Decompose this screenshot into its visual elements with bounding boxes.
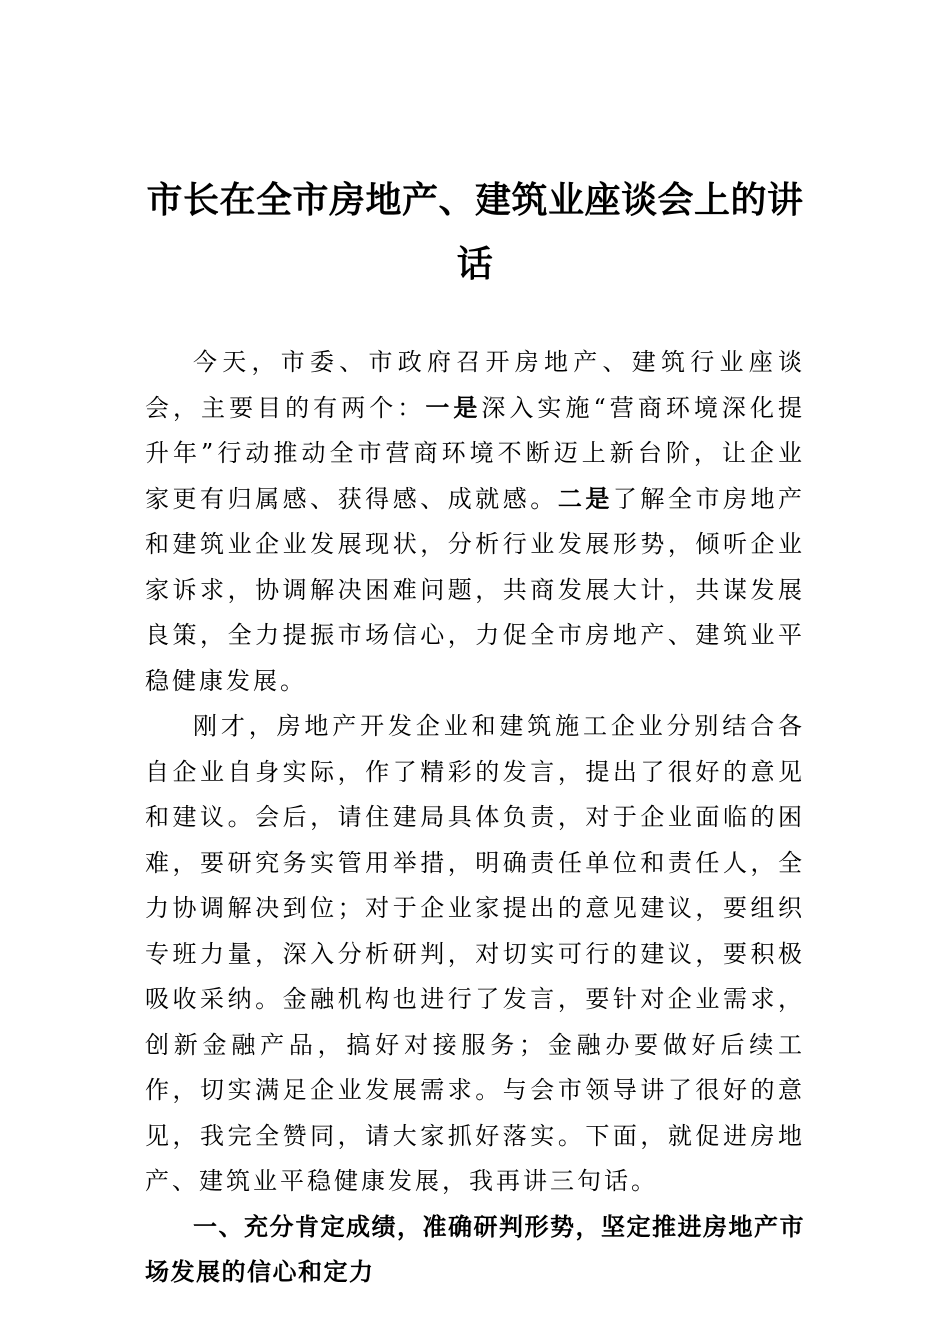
point-two-text: 了解全市房地产和建筑业企业发展现状，分析行业发展形势，倾听企业家诉求，协调解决困难问题，共商发展大计，共谋发展良策，全力提振市场信心，力促全市房地产、建筑业平稳健康发展。 (145, 484, 806, 695)
section-heading: 一、充分肯定成绩，准确研判形势，坚定推进房地产市场发展的信心和定力 (145, 1212, 805, 1286)
point-two-label: 二是 (557, 484, 613, 513)
document-body (145, 340, 805, 1296)
point-one-label: 一是 (425, 393, 482, 422)
paragraph-purpose (145, 340, 805, 704)
document-title: 市长在全市房地产、建筑业座谈会上的讲话 (146, 179, 804, 285)
point-one-text: 深入实施“营商环境深化提升年”行动推动全市营商环境不断迈上新台阶，让企业家更有归属感、获得感、成就感。 (145, 393, 805, 513)
purpose-intro: 今天，市委、市政府召开房地产、建筑行业座谈会，主要目的有两个： (145, 348, 805, 422)
paragraph-meeting-summary: 刚才，房地产开发企业和建筑施工企业分别结合各自企业自身实际，作了精彩的发言，提出了很好的意见和建议。会后，请住建局具体负责，对于企业面临的困难，要研究务实管用举措，明确责任单位和责任人，全力协调解决到位；对于企业家提出的意见建议，要组织专班力量，深入分析研判，对切实可行的建议，要积极吸收采纳。金融机构也进行了发言，要针对企业需求，创新金融产品，搞好对接服务；金融办要做好后续工作，切实满足企业发展需求。与会市领导讲了很好的意见，我完全赞同，请大家抓好落实。下面，就促进房地产、建筑业平稳健康发展，我再讲三句话。 (145, 712, 805, 1195)
